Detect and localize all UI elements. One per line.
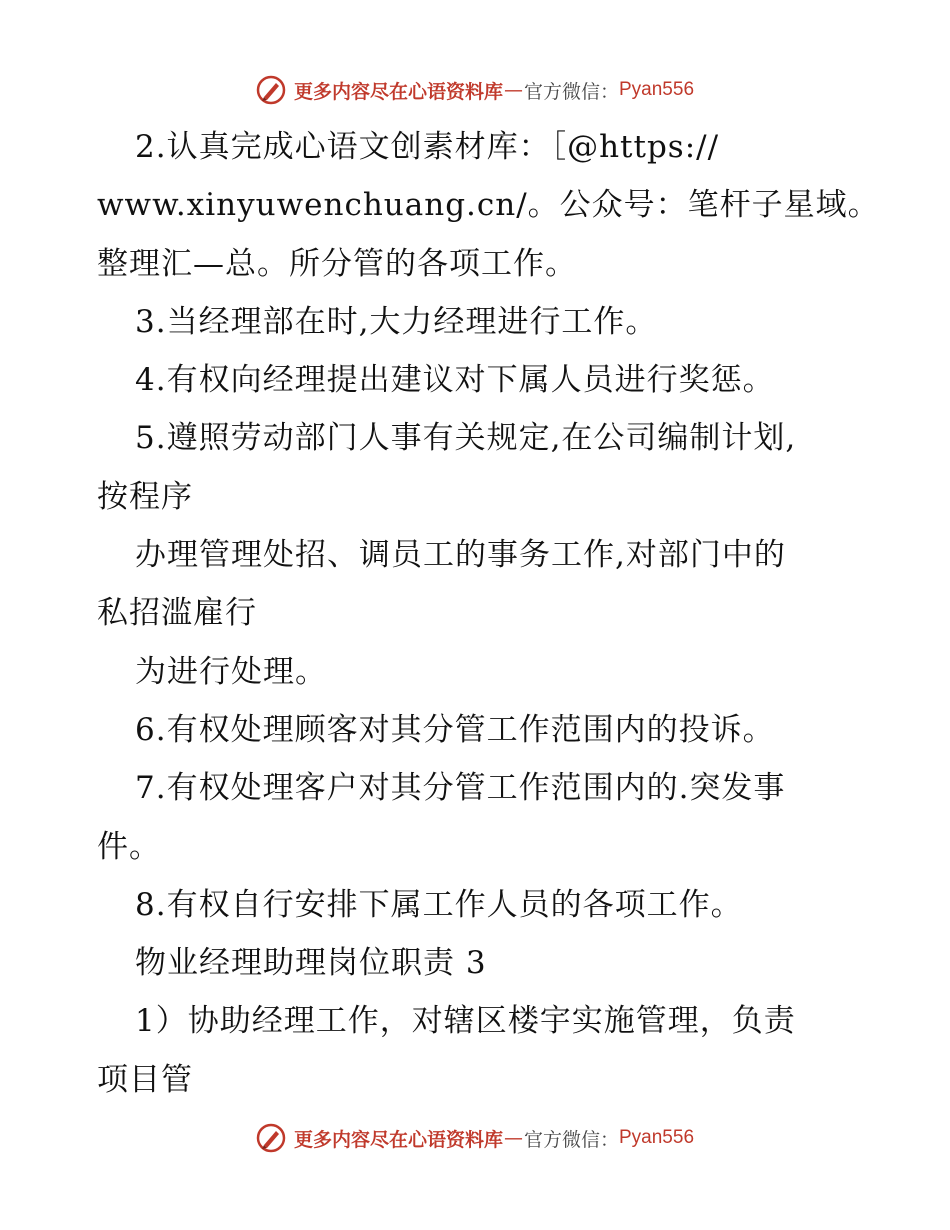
banner-wechat-id: Pyan556 (619, 79, 695, 100)
text-line: 3.当经理部在时,大力经理进行工作。 (135, 303, 658, 340)
text-line: 1）协助经理工作，对辖区楼宇实施管理，负责 (135, 1003, 796, 1040)
text-line: 为进行处理。 (135, 653, 327, 690)
text-line: 8.有权自行安排下属工作人员的各项工作。 (135, 886, 743, 923)
text-line: 2.认真完成心语文创素材库：［@https:// (135, 129, 720, 165)
banner-wechat-id: Pyan556 (619, 1127, 695, 1148)
banner-main-text: 更多内容尽在心语资料库 (293, 1128, 503, 1151)
text-line: 4.有权向经理提出建议对下属人员进行奖惩。 (135, 362, 775, 399)
text-line: 物业经理助理岗位职责 3 (135, 945, 487, 982)
text-line: 5.遵照劳动部门人事有关规定,在公司编制计划, (135, 420, 797, 457)
text-line: 按程序 (97, 478, 193, 515)
text-line: 整理汇—总。所分管的各项工作。 (97, 245, 577, 282)
footer-banner (0, 1118, 950, 1158)
banner-main-text: 更多内容尽在心语资料库 (293, 80, 503, 103)
text-line: 6.有权处理顾客对其分管工作范围内的投诉。 (135, 711, 775, 748)
text-line: 7.有权处理客户对其分管工作范围内的.突发事 (135, 770, 786, 807)
banner-dash: — (503, 79, 523, 101)
document-body (97, 118, 880, 1109)
banner-dash: — (503, 1127, 523, 1149)
text-line: 办理管理处招、调员工的事务工作,对部门中的 (135, 537, 786, 574)
text-line: 私招滥雇行 (97, 595, 257, 632)
pen-logo-icon (256, 75, 286, 105)
header-banner (0, 70, 950, 110)
text-line: 项目管 (97, 1061, 193, 1098)
pen-logo-icon (256, 1123, 286, 1153)
banner-wechat-label: 官方微信： (523, 80, 619, 103)
text-line: www.xinyuwenchuang.cn/。公众号：笔杆子星域。 (97, 187, 880, 224)
text-line: 件。 (97, 828, 161, 865)
banner-wechat-label: 官方微信： (523, 1128, 619, 1151)
